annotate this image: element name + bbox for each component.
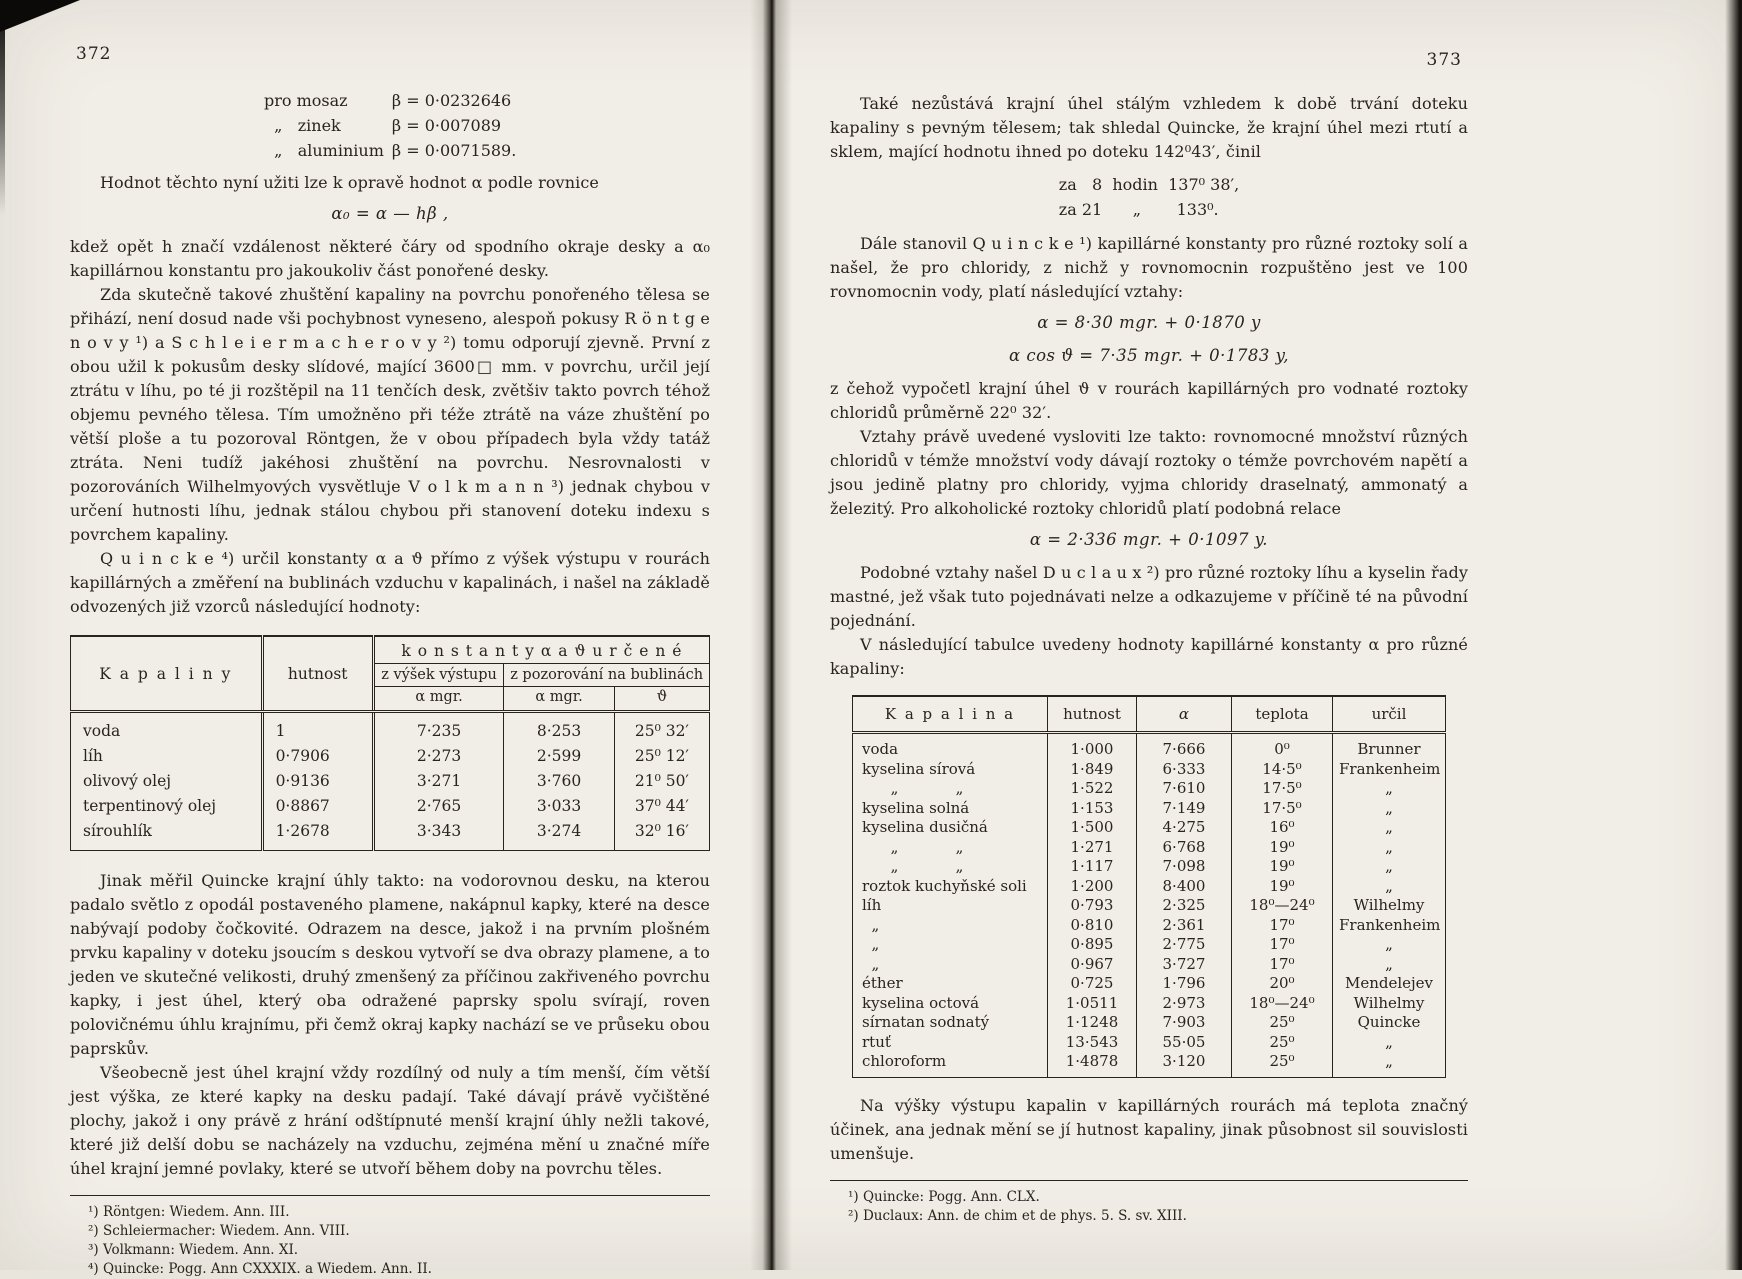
table-cell: 16⁰: [1232, 818, 1333, 838]
col-alpha: α: [1137, 696, 1232, 733]
table-cell: 17·5⁰: [1232, 779, 1333, 799]
table-cell: 1·4878: [1048, 1052, 1137, 1077]
table-cell: 18⁰—24⁰: [1232, 896, 1333, 916]
table-cell: 14·5⁰: [1232, 760, 1333, 780]
table-cell: 19⁰: [1232, 838, 1333, 858]
table-cell: „ zinek: [264, 116, 341, 135]
table-row: [853, 1013, 1446, 1033]
table-cell: 6·333: [1137, 760, 1232, 780]
table-row: [853, 1033, 1446, 1053]
table-cell: Quincke: [1333, 1013, 1446, 1033]
table-row: [71, 712, 710, 745]
table-cell: 25⁰: [1232, 1013, 1333, 1033]
table-cell: Wilhelmy: [1333, 896, 1446, 916]
table-row: [71, 744, 710, 769]
scan-corner-artifact: [0, 0, 80, 32]
table-cell: „: [1333, 818, 1446, 838]
table-cell: 3·120: [1137, 1052, 1232, 1077]
table-cell: 55·05: [1137, 1033, 1232, 1053]
table-cell: „: [862, 935, 880, 953]
table-cell: „ „: [862, 779, 964, 797]
table-cell: Frankenheim: [1333, 760, 1446, 780]
table-cell: 4·275: [1137, 818, 1232, 838]
table-cell: „ „: [862, 837, 964, 856]
table-cell: „: [1333, 857, 1446, 877]
table-cell: roztok kuchyňské soli: [862, 876, 1027, 895]
text-line: ²) Duclaux: Ann. de chim et de phys. 5. S. sv. XIII.: [848, 1207, 1187, 1224]
table-cell: „: [1333, 1033, 1446, 1053]
paragraph-take: Také nezůstává krajní úhel stálým vzhledem k době trvání doteku kapaliny s pevným tělesem; tak shledal Quincke, že krajní úhel mezi rtutí a sklem, mající hodnotu ihned po doteku 142⁰43′, činil: [830, 94, 1468, 161]
table-row: [853, 877, 1446, 897]
table-cell: sírouhlík: [83, 822, 152, 840]
table-cell: 1·153: [1048, 799, 1137, 819]
table-row: [853, 994, 1446, 1014]
table-row: [853, 838, 1446, 858]
table-cell: kyselina octová: [862, 993, 980, 1012]
table-cell: kyselina sírová: [862, 759, 976, 778]
table-row: [853, 974, 1446, 994]
table-cell: „: [1333, 838, 1446, 858]
table-cell: 2·765: [373, 794, 503, 819]
paragraph-hodnot: Hodnot těchto nyní užiti lze k opravě hodnot α podle rovnice: [100, 173, 599, 192]
table-cell: rtuť: [862, 1032, 891, 1051]
table-cell: líh: [862, 896, 882, 914]
table-cell: β = 0·0071589.: [391, 141, 517, 160]
text-line: za 21 „ 133⁰.: [1058, 200, 1219, 219]
col-z-vysek: z výšek výstupu: [373, 664, 503, 687]
paragraph-tabulka: V následující tabulce uvedeny hodnoty kapillárné konstanty α pro různé kapaliny:: [830, 635, 1468, 678]
table-cell: 0·7906: [262, 744, 373, 769]
paragraph-vseobecne: Všeobecně jest úhel krajní vždy rozdílný od nuly a tím menší, čím větší jest výška, ze které kapky na desku padají. Také dávají právě vyčištěné plochy, jakož i ony právě z hrání odštípnuté menší krajní úhly nežli takové, které již delší dobu se nacházely na vzduchu, zejména mění u značné míře úhel krajní jemné povlaky, které se utvoří během doby na povrchu těles.: [70, 1063, 710, 1178]
table-cell: Brunner: [1333, 733, 1446, 760]
table-cell: „: [1333, 799, 1446, 819]
table-cell: 8·400: [1137, 877, 1232, 897]
table-cell: „ aluminium: [264, 141, 384, 160]
table-cell: 1·1248: [1048, 1013, 1137, 1033]
paragraph-jinak: Jinak měřil Quincke krajní úhly takto: na vodorovnou desku, na kterou padalo světlo z opodál postaveného plamene, nakápnul kapky, které na desce nabývají podoby čočkovité. Odrazem na desce, jakož i na prvním plošném prvku kapaliny v doteku jsoucím s deskou vytvoří se dva obrazy plamene, a to jeden ve skutečné velikosti, druhý zmenšený za příčinou zakřiveného povrchu kapky, i jest úhel, který oba odražené paprsky spolu svírají, roven polovičnému úhlu krajnímu, při čemž okraj kapky nachází se ve průseku obou paprskův.: [70, 871, 710, 1058]
table-cell: 7·610: [1137, 779, 1232, 799]
table-cell: 3·343: [373, 819, 503, 851]
col-z-pozorovani: z pozorování na bublinách: [504, 664, 710, 687]
table-row: [853, 760, 1446, 780]
right-page: [830, 44, 1468, 1264]
col-urcil: určil: [1333, 696, 1446, 733]
paragraph-vztahy: Vztahy právě uvedené vysloviti lze takto: rovnomocné množství různých chloridů v témže množství vody dávají roztoky o témže povrchovém napětí a jsou jedině platny pro chloridy, vyjma chloridy draselnatý, ammonatý a železitý. Pro alkoholické roztoky chloridů platí podobná relace: [830, 427, 1468, 518]
table-cell: 20⁰: [1232, 974, 1333, 994]
table-cell: 0⁰: [1232, 733, 1333, 760]
table-cell: 0·8867: [262, 794, 373, 819]
table-cell: 7·149: [1137, 799, 1232, 819]
table-cell: voda: [862, 740, 899, 758]
table-row: [853, 779, 1446, 799]
footnotes-left: [70, 1195, 710, 1279]
formula-alpha0: α₀ = α — hβ ,: [331, 204, 449, 223]
table-cell: „: [862, 954, 880, 973]
table-cell: 0·725: [1048, 974, 1137, 994]
table-cell: 8·253: [504, 712, 614, 745]
table-cell: 17·5⁰: [1232, 799, 1333, 819]
paragraph-navysky: Na výšky výstupu kapalin v kapillárných rourách má teplota značný účinek, ana jednak mění se jí hutnost kapaliny, jinak působnost sil souvislosti umenšuje.: [830, 1095, 1468, 1163]
table-cell: Wilhelmy: [1333, 994, 1446, 1014]
table-cell: voda: [83, 722, 121, 740]
table-row: [853, 799, 1446, 819]
text-line: ³) Volkmann: Wiedem. Ann. XI.: [88, 1242, 299, 1258]
formula-chloride-1: α = 8·30 mgr. + 0·1870 y: [1037, 313, 1261, 332]
table-cell: 1·271: [1048, 838, 1137, 858]
table-cell: olivový olej: [83, 772, 172, 790]
table-cell: 18⁰—24⁰: [1232, 994, 1333, 1014]
table-cell: 37⁰ 44′: [614, 794, 709, 819]
table-cell: „: [1333, 935, 1446, 955]
table-cell: sírnatan sodnatý: [862, 1013, 990, 1031]
scan-left-edge-artifact: [0, 0, 5, 215]
table-cell: 3·274: [504, 819, 614, 851]
table-cell: 17⁰: [1232, 955, 1333, 975]
table-cell: 0·810: [1048, 916, 1137, 936]
table-cell: 1·522: [1048, 779, 1137, 799]
capillary-constants-table: [852, 695, 1446, 1078]
table-cell: Mendelejev: [1333, 974, 1446, 994]
constants-table: [70, 635, 710, 851]
col-kapalina: K a p a l i n a: [853, 696, 1048, 733]
table-cell: 7·098: [1137, 857, 1232, 877]
table-cell: 0·895: [1048, 935, 1137, 955]
col-teplota: teplota: [1232, 696, 1333, 733]
unit-alpha-mgr-1: α mgr.: [373, 687, 503, 712]
paragraph-kdez: kdež opět h značí vzdálenost některé čáry od spodního okraje desky a α₀ kapillárnou konstantu pro jakoukoliv část ponořené desky.: [70, 237, 710, 280]
formula-alcohol-chloride: α = 2·336 mgr. + 0·1097 y.: [1029, 530, 1269, 549]
table-cell: 0·9136: [262, 769, 373, 794]
table-cell: 17⁰: [1232, 916, 1333, 936]
table-cell: 1: [262, 712, 373, 745]
table-cell: 2·973: [1137, 994, 1232, 1014]
unit-theta: ϑ: [614, 687, 709, 712]
table-cell: 17⁰: [1232, 935, 1333, 955]
table-row: [853, 818, 1446, 838]
table-row: [853, 916, 1446, 936]
beta-constants-block: [260, 88, 520, 163]
paragraph-podobne: Podobné vztahy našel D u c l a u x ²) pro různé roztoky líhu a kyselin řady mastné, jež však tuto pojednávati nelze a odkazujeme v příčině té na původní pojednání.: [830, 563, 1468, 630]
paragraph-quincke: Q u i n c k e ⁴) určil konstanty α a ϑ přímo z výšek výstupu v rourách kapillárných a změření na bublinách vzduchu v kapalinách, i našel na základě odvozených již vzorců následující hodnoty:: [70, 549, 710, 616]
table-cell: kyselina solná: [862, 798, 970, 817]
table-cell: „: [1333, 955, 1446, 975]
table-cell: líh: [83, 747, 103, 765]
table-cell: 3·760: [504, 769, 614, 794]
table-cell: „: [1333, 877, 1446, 897]
table-cell: 1·200: [1048, 877, 1137, 897]
table-row: [853, 896, 1446, 916]
table-cell: 21⁰ 50′: [614, 769, 709, 794]
table-cell: 2·599: [504, 744, 614, 769]
table-row: [260, 113, 520, 138]
table-row: [853, 1052, 1446, 1077]
table-row: [260, 88, 520, 113]
table-cell: 25⁰: [1232, 1033, 1333, 1053]
table-cell: 7·235: [373, 712, 503, 745]
table-cell: 19⁰: [1232, 877, 1333, 897]
table-cell: éther: [862, 974, 903, 992]
table-cell: 7·903: [1137, 1013, 1232, 1033]
table-cell: 1·000: [1048, 733, 1137, 760]
table-cell: 32⁰ 16′: [614, 819, 709, 851]
formula-chloride-2: α cos ϑ = 7·35 mgr. + 0·1783 y,: [1008, 346, 1290, 365]
text-line: ¹) Röntgen: Wiedem. Ann. III.: [88, 1204, 290, 1220]
page-number-right: 373: [1426, 50, 1462, 70]
table-cell: 6·768: [1137, 838, 1232, 858]
table-cell: 25⁰ 32′: [614, 712, 709, 745]
table-cell: 0·793: [1048, 896, 1137, 916]
table-cell: 3·727: [1137, 955, 1232, 975]
table-cell: 3·271: [373, 769, 503, 794]
table-cell: 7·666: [1137, 733, 1232, 760]
table-row: [853, 733, 1446, 760]
page-number-left: 372: [76, 44, 112, 64]
table-cell: „ „: [862, 857, 964, 875]
table-cell: 1·796: [1137, 974, 1232, 994]
col-kapaliny: K a p a l i n y: [71, 636, 263, 712]
table-cell: 1·117: [1048, 857, 1137, 877]
table-cell: „: [1333, 779, 1446, 799]
left-page: [70, 38, 710, 1277]
table-cell: 1·849: [1048, 760, 1137, 780]
paragraph-zda: Zda skutečně takové zhuštění kapaliny na povrchu ponořeného tělesa se přihází, není dosud nade vši pochybnost vyneseno, alespoň pokusy R ö n t g e n o v y ¹) a S c h l e i e r m a c h e r o v y ²) tomu odporují zjevně. První z obou užil k pokusům desky slídové, mající 3600□ mm. v povrchu, určil její ztrátu v líhu, po té ji rozštěpil na 11 tenčích desk, zvětšiv takto povrch téhož objemu pevného tělesa. Tím umožněno při téže ztrátě na váze zhuštění po větší ploše a tu pozoroval Röntgen, že v obou případech byla vždy tatáž ztráta. Neni tudíž jakéhosi zhuštění na povrchu. Nesrovnalosti v pozorováních Wilhelmyových vysvětluje V o l k m a n n ³) jednak chybou v určení hutnosti líhu, jednak stálou chybou při stanovení doteku indexu s povrchem kapaliny.: [70, 285, 710, 544]
col-hutnost: hutnost: [262, 636, 373, 712]
table-cell: β = 0·0232646: [391, 91, 512, 110]
table-cell: kyselina dusičná: [862, 818, 988, 836]
table-cell: Frankenheim: [1333, 916, 1446, 936]
table-cell: 1·500: [1048, 818, 1137, 838]
text-line: ⁴) Quincke: Pogg. Ann CXXXIX. a Wiedem. Ann. II.: [88, 1261, 432, 1277]
table-cell: „: [862, 915, 880, 934]
table-row: [853, 955, 1446, 975]
text-line: ²) Schleiermacher: Wiedem. Ann. VIII.: [88, 1223, 350, 1239]
text-line: ¹) Quincke: Pogg. Ann. CLX.: [848, 1188, 1040, 1205]
table-cell: 0·967: [1048, 955, 1137, 975]
table-cell: 2·361: [1137, 916, 1232, 936]
table-cell: 25⁰: [1232, 1052, 1333, 1077]
table-cell: terpentinový olej: [83, 797, 217, 815]
table-cell: 19⁰: [1232, 857, 1333, 877]
table-row: [71, 769, 710, 794]
table-cell: pro mosaz: [264, 91, 348, 110]
paragraph-zcehoz: z čehož vypočetl krajní úhel ϑ v rourách kapillárných pro vodnaté roztoky chloridů průměrně 22⁰ 32′.: [830, 379, 1468, 422]
table-row: [853, 935, 1446, 955]
book-binding: [750, 0, 792, 1270]
table-row: [71, 819, 710, 851]
col-konstanty: k o n s t a n t y α a ϑ u r č e n é: [373, 636, 709, 664]
table-cell: 2·775: [1137, 935, 1232, 955]
table-cell: 1·0511: [1048, 994, 1137, 1014]
paragraph-dale: Dále stanovil Q u i n c k e ¹) kapillárné konstanty pro různé roztoky solí a našel, že pro chloridy, z nichž y rovnomocnin rozpuštěno jest ve 100 rovnomocnin vody, platí následující vztahy:: [830, 234, 1468, 301]
col-hutnost: hutnost: [1048, 696, 1137, 733]
table-cell: 1·2678: [262, 819, 373, 851]
table-cell: chloroform: [862, 1052, 947, 1070]
table-cell: 2·273: [373, 744, 503, 769]
footnotes-right: [830, 1180, 1468, 1226]
contact-duration-values: [1059, 172, 1239, 222]
table-cell: β = 0·007089: [391, 116, 502, 135]
table-cell: „: [1333, 1052, 1446, 1077]
table-cell: 25⁰ 12′: [614, 744, 709, 769]
table-cell: 2·325: [1137, 896, 1232, 916]
unit-alpha-mgr-2: α mgr.: [504, 687, 614, 712]
scan-right-edge-artifact: [1725, 0, 1742, 1270]
table-row: [853, 857, 1446, 877]
table-row: [71, 794, 710, 819]
table-row: [260, 138, 520, 163]
table-cell: 13·543: [1048, 1033, 1137, 1053]
table-cell: 3·033: [504, 794, 614, 819]
text-line: za 8 hodin 137⁰ 38′,: [1058, 175, 1240, 194]
